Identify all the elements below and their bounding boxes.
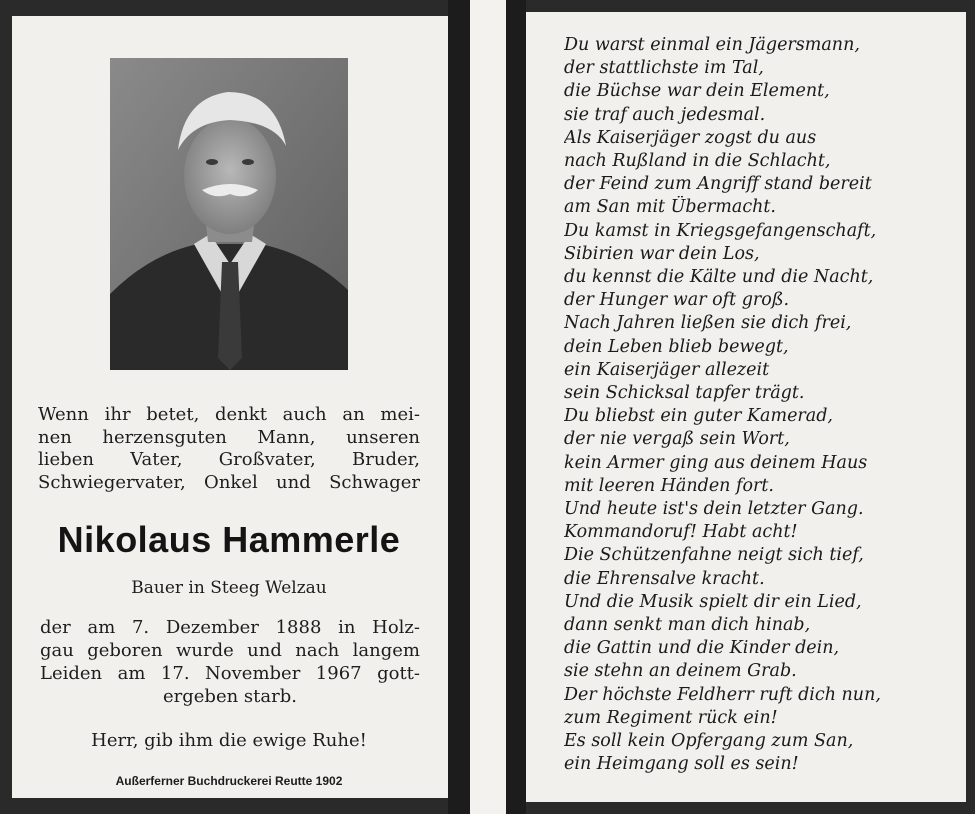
dates-line: ergeben starb.: [163, 686, 297, 707]
poem-line: sie stehn an deinem Grab.: [564, 661, 797, 682]
center-fold-strip: [470, 0, 506, 814]
poem-line: die Ehrensalve kracht.: [564, 568, 765, 589]
poem-line: sie traf auch jedesmal.: [564, 104, 766, 125]
poem-line: Und heute ist's dein letzter Gang.: [564, 499, 864, 520]
intro-line: lieben Vater, Großvater, Bruder,: [38, 449, 420, 470]
poem-line: Und die Musik spielt dir ein Lied,: [564, 591, 862, 612]
poem-line: Als Kaiserjäger zogst du aus: [564, 127, 817, 148]
poem-line: Du bliebst ein guter Kamerad,: [564, 406, 833, 427]
deceased-name: Nikolaus Hammerle: [57, 519, 401, 560]
poem-line: Du kamst in Kriegsgefangenschaft,: [564, 220, 877, 241]
poem-line: nach Rußland in die Schlacht,: [564, 151, 831, 172]
poem-line: am San mit Übermacht.: [564, 197, 776, 218]
poem-line: dann senkt man dich hinab,: [564, 615, 811, 636]
fold-shadow-right: [506, 0, 526, 814]
intro-line: Schwiegervater, Onkel und Schwager: [38, 471, 420, 493]
poem-line: die Büchse war dein Element,: [564, 81, 830, 102]
fold-shadow-left: [448, 0, 470, 814]
poem-line: Nach Jahren ließen sie dich frei,: [564, 313, 852, 334]
poem-line: Es soll kein Opfergang zum San,: [564, 731, 854, 752]
poem-line: Du warst einmal ein Jägersmann,: [564, 35, 860, 55]
poem-line: Der höchste Feldherr ruft dich nun,: [564, 684, 881, 705]
poem-line: Sibirien war dein Los,: [564, 243, 760, 264]
life-dates-text: [40, 616, 420, 708]
occupation-location: Bauer in Steeg Welzau: [131, 578, 327, 598]
poem-line: der Feind zum Angriff stand bereit: [564, 174, 872, 195]
poem-line: zum Regiment rück ein!: [564, 707, 778, 728]
poem-line: mit leeren Händen fort.: [564, 475, 774, 496]
poem-line: ein Kaiserjäger allezeit: [564, 359, 770, 380]
poem: [564, 34, 950, 777]
poem-line: der nie vergaß sein Wort,: [564, 429, 790, 450]
intro-line: nen herzensguten Mann, unseren: [38, 426, 420, 448]
dates-line: gau geboren wurde und nach langem: [40, 640, 420, 661]
intro-line: Wenn ihr betet, denkt auch an mei-: [38, 404, 420, 425]
prayer-line: Herr, gib ihm die ewige Ruhe!: [91, 730, 367, 751]
left-card: [12, 16, 448, 798]
portrait-image: [110, 58, 348, 370]
poem-line: kein Armer ging aus deinem Haus: [564, 452, 868, 473]
portrait-photo: [110, 58, 348, 370]
poem-line: Die Schützenfahne neigt sich tief,: [564, 545, 864, 566]
poem-line: du kennst die Kälte und die Nacht,: [564, 267, 874, 288]
right-card: [526, 12, 966, 802]
poem-line: der Hunger war oft groß.: [564, 290, 790, 311]
printer-credit: Außerferner Buchdruckerei Reutte 1902: [115, 774, 343, 788]
poem-line: der stattlichste im Tal,: [564, 58, 764, 79]
poem-line: Kommandoruf! Habt acht!: [564, 522, 798, 543]
dates-line: Leiden am 17. November 1967 gott-: [40, 663, 420, 684]
poem-line: die Gattin und die Kinder dein,: [564, 638, 840, 659]
dates-line: der am 7. Dezember 1888 in Holz-: [40, 617, 420, 638]
intro-text: [38, 404, 420, 494]
poem-line: sein Schicksal tapfer trägt.: [564, 383, 805, 404]
poem-line: ein Heimgang soll es sein!: [564, 754, 799, 775]
poem-line: dein Leben blieb bewegt,: [564, 336, 789, 357]
